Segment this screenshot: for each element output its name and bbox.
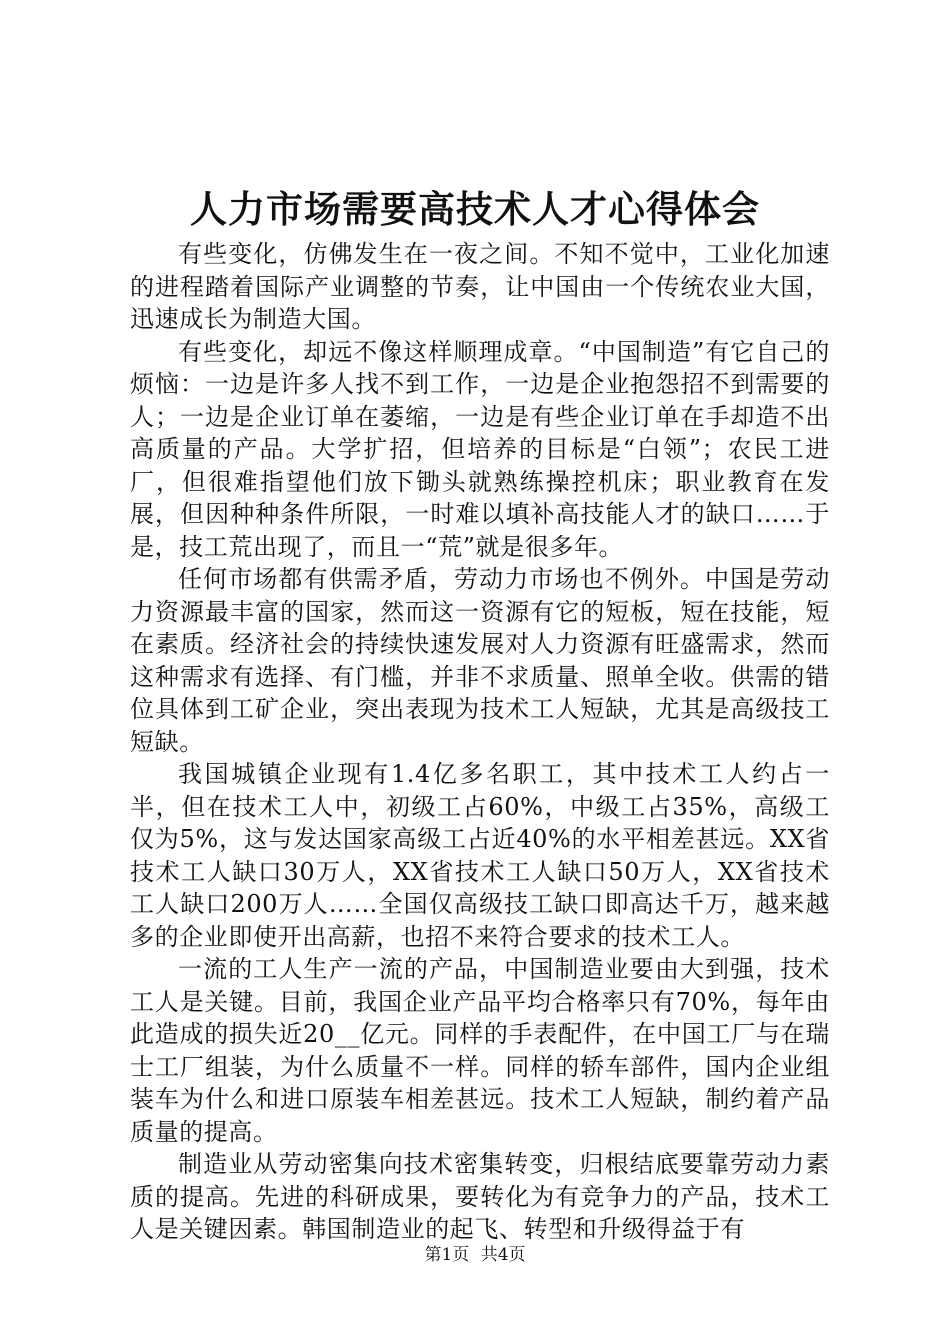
- paragraph: 有些变化，却远不像这样顺理成章。“中国制造”有它自己的烦恼：一边是许多人找不到工作，一边是企业抱怨招不到需要的人；一边是企业订单在萎缩，一边是有些企业订单在手却造不出高质量的产品。大学扩招，但培养的目标是“白领”；农民工进厂，但很难指望他们放下锄头就熟练操控机床；职业教育在发展，但因种种条件所限，一时难以填补高技能人才的缺口……于是，技工荒出现了，而且一“荒”就是很多年。: [130, 337, 830, 561]
- document-title: 人力市场需要高技术人才心得体会: [190, 188, 760, 231]
- document-body: [130, 238, 830, 1246]
- paragraph: 制造业从劳动密集向技术密集转变，归根结底要靠劳动力素质的提高。先进的科研成果，要转化为有竞争力的产品，技术工人是关键因素。韩国制造业的起飞、转型和升级得益于有: [130, 1150, 830, 1243]
- paragraph: 一流的工人生产一流的产品，中国制造业要由大到强，技术工人是关键。目前，我国企业产品平均合格率只有70%，每年由此造成的损失近20__亿元。同样的手表配件，在中国工厂与在瑞士工厂组装，为什么质量不一样。同样的轿车部件，国内企业组装车为什么和进口原装车相差甚远。技术工人短缺，制约着产品质量的提高。: [130, 955, 830, 1146]
- paragraph: 有些变化，仿佛发生在一夜之间。不知不觉中，工业化加速的进程踏着国际产业调整的节奏，让中国由一个传统农业大国，迅速成长为制造大国。: [130, 240, 830, 333]
- page-number: 第1页: [424, 1245, 470, 1265]
- page-footer: [0, 1243, 950, 1267]
- paragraph: 任何市场都有供需矛盾，劳动力市场也不例外。中国是劳动力资源最丰富的国家，然而这一资源有它的短板，短在技能，短在素质。经济社会的持续快速发展对人力资源有旺盛需求，然而这种需求有选择、有门槛，并非不求质量、照单全收。供需的错位具体到工矿企业，突出表现为技术工人短缺，尤其是高级技工短缺。: [130, 565, 830, 756]
- page-total: 共4页: [480, 1245, 526, 1265]
- paragraph: 我国城镇企业现有1.4亿多名职工，其中技术工人约占一半，但在技术工人中，初级工占60%，中级工占35%，高级工仅为5%，这与发达国家高级工占近40%的水平相差甚远。XX省技术工人缺口30万人，XX省技术工人缺口50万人，XX省技术工人缺口200万人……全国仅高级技工缺口即高达千万，越来越多的企业即使开出高薪，也招不来符合要求的技术工人。: [130, 760, 830, 951]
